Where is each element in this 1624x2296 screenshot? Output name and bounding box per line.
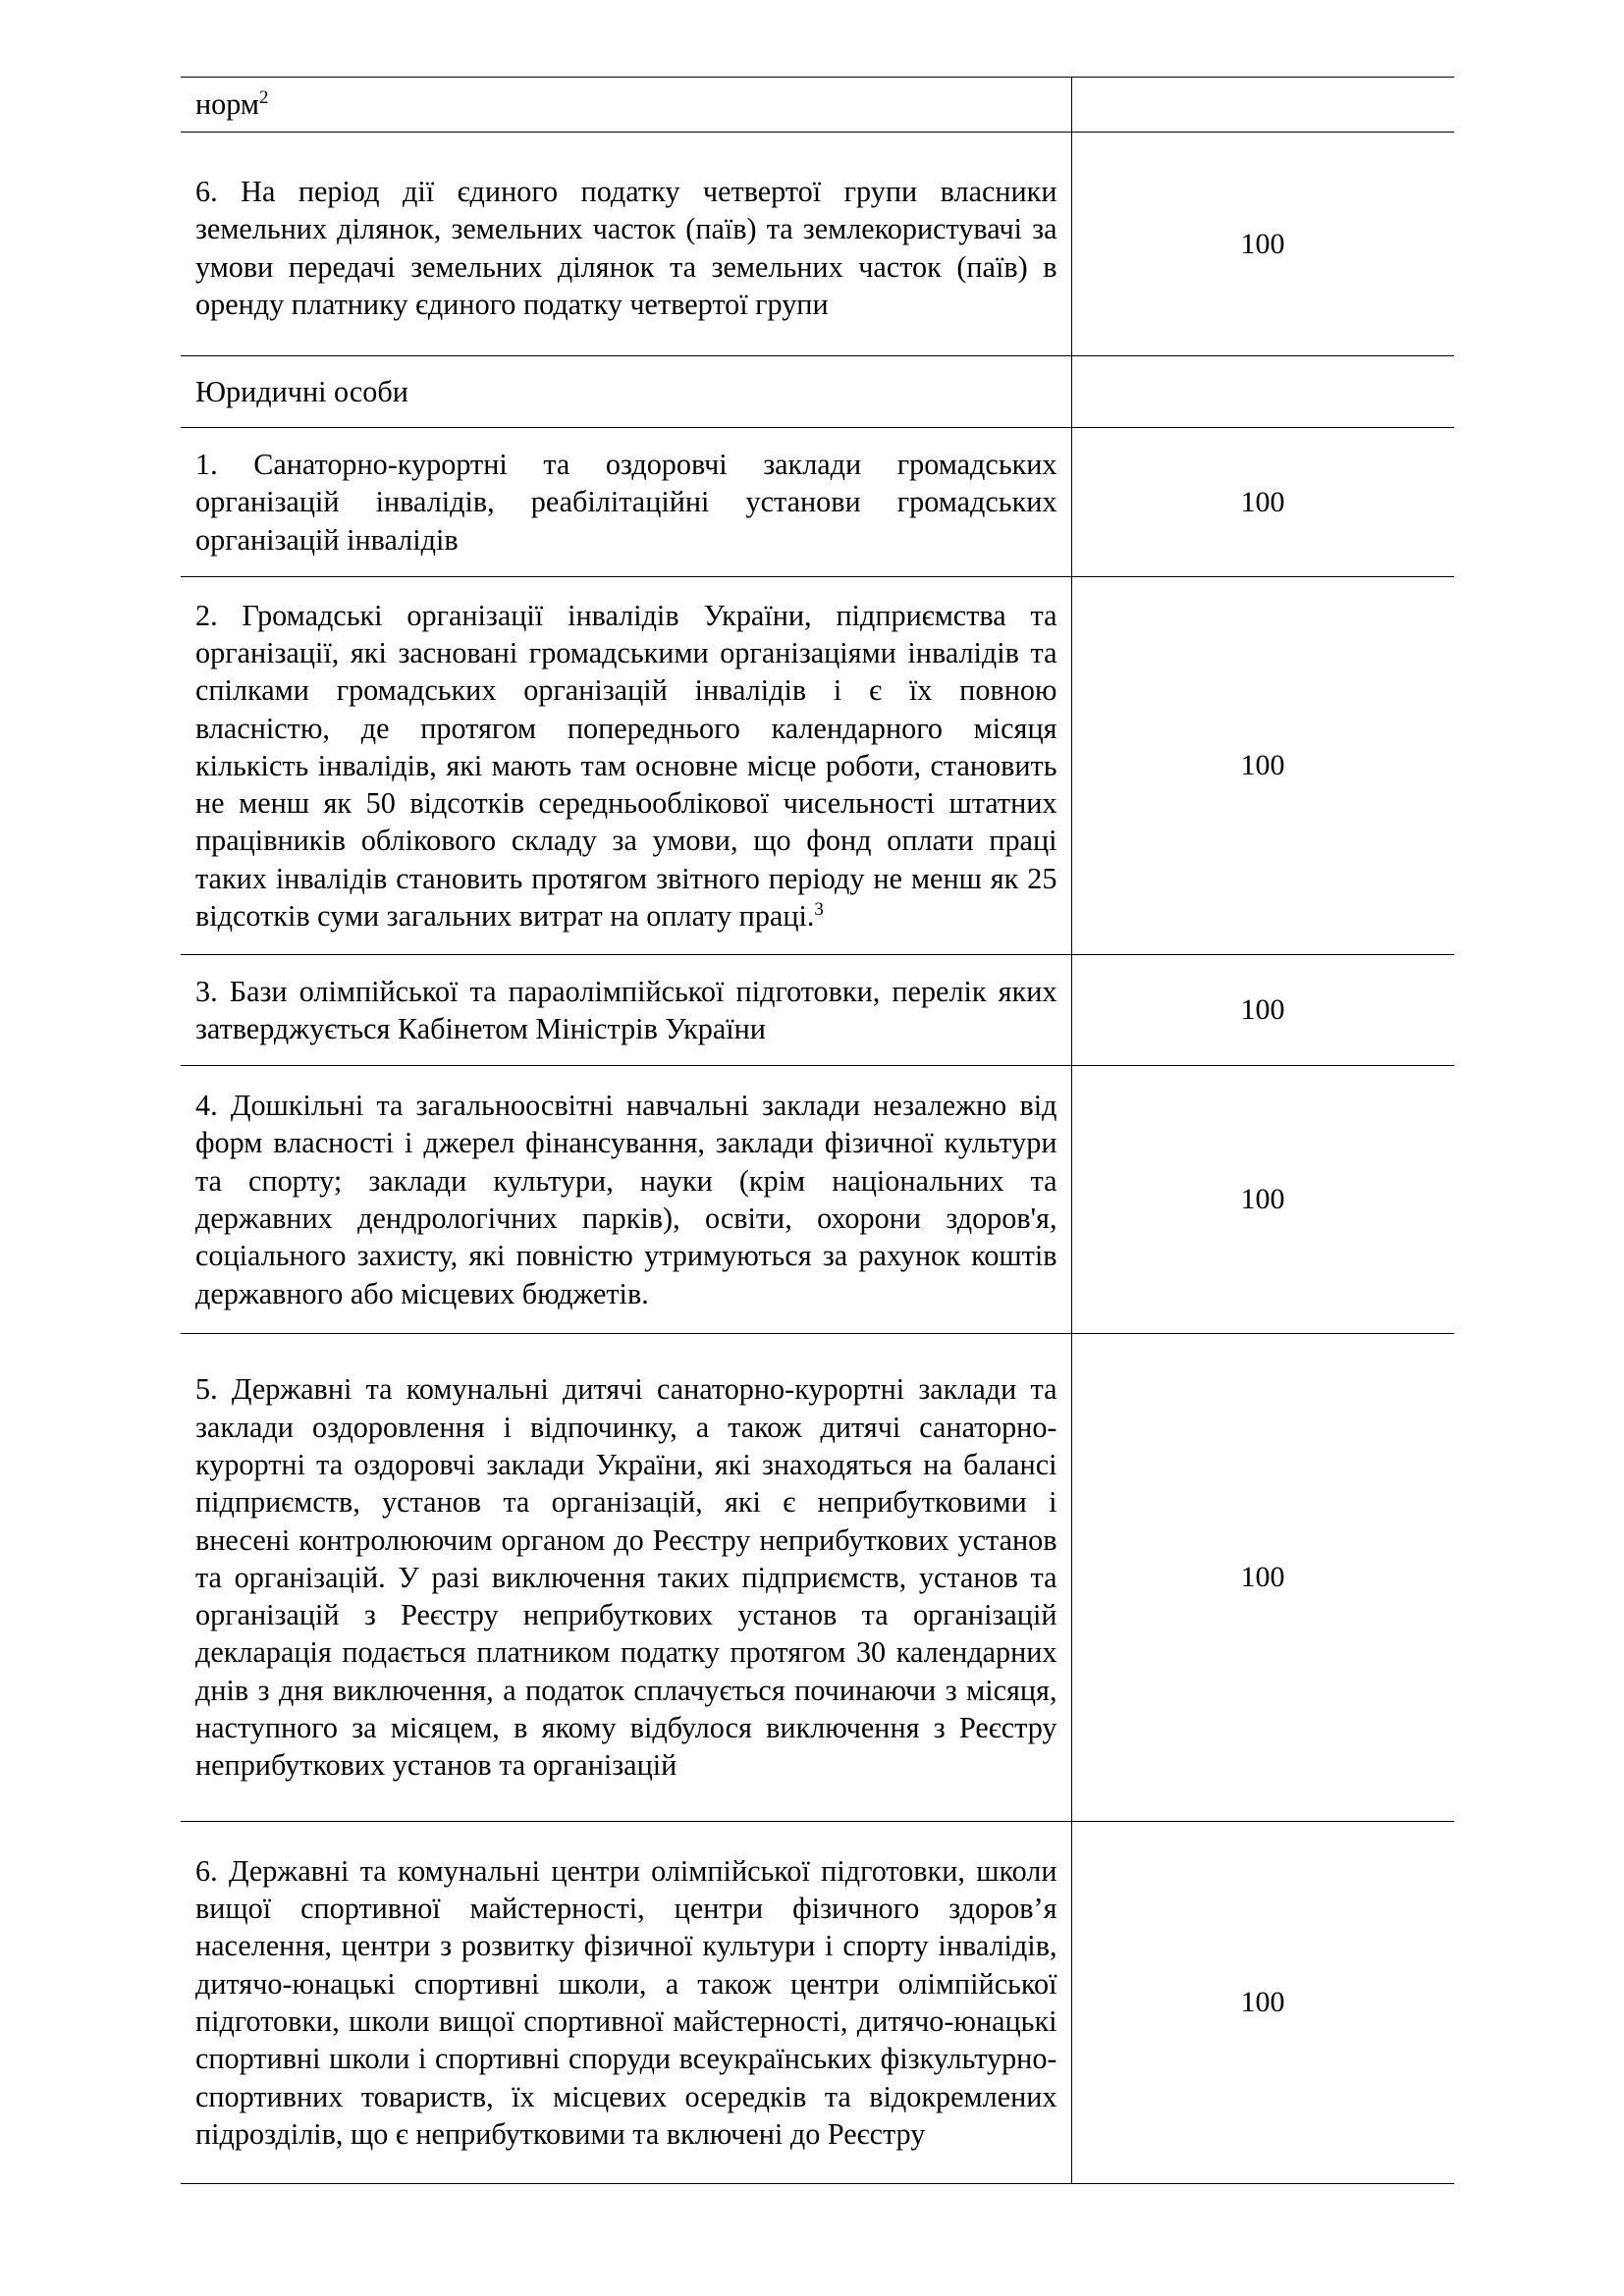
row-description-cell [181,356,1071,428]
row-description-cell [181,133,1071,356]
row-text: норм [195,87,259,122]
row-rate-cell [1071,1334,1454,1822]
row-description-cell [181,1066,1071,1334]
section-heading: Юридичні особи [195,374,408,408]
row-text: 6. Державні та комунальні центри олімпійської підготовки, школи вищої спортивної майстерності, центри фізичного здоров’я населення, центри з розвитку фізичної культури і спорту інвалідів, дитячо-юнацькі спортивні школи, а також центри олімпійської підготовки, школи вищої спортивної майстерності, дитячо-юнацькі спортивні школи і спортивні споруди всеукраїнських фізкультурно-спортивних товариств, їх місцевих осередків та відокремлених підрозділів, що є неприбутковими та включені до Реєстру [195,1853,1057,2151]
row-text: 3. Бази олімпійської та параолімпійської підготовки, перелік яких затверджується Кабінетом Міністрів України [195,974,1057,1045]
table-row [181,356,1454,428]
row-text: 6. На період дії єдиного податку четвертої групи власники земельних ділянок, земельних часток (паїв) та землекористувачі за умови передачі земельних ділянок та земельних часток (паїв) в оренду платнику єдиного податку четвертої групи [195,174,1057,321]
row-text: 2. Громадські організації інвалідів України, підприємства та організації, які засновані громадськими організаціями інвалідів та спілками громадських організацій інвалідів і є їх повною власністю, де протягом попереднього календарного місяця кількість інвалідів, які мають там основне місце роботи, становить не менш як 50 відсотків середньооблікової чисельності штатних працівників облікового складу за умови, що фонд оплати праці таких інвалідів становить протягом звітного періоду не менш як 25 відсотків суми загальних витрат на оплату праці. [195,598,1057,934]
rate-value: 100 [1240,1986,1285,2018]
row-text: 4. Дошкільні та загальноосвітні навчальні заклади незалежно від форм власності і джерел фінансування, заклади фізичної культури та спорту; заклади культури, науки (крім національних та державних дендрологічних парків), освіти, охорони здоров'я, соціального захисту, які повністю утримуються за рахунок коштів державного або місцевих бюджетів. [195,1089,1057,1310]
row-description-cell [181,1334,1071,1822]
footnote-marker: 3 [814,898,824,920]
row-rate-cell [1071,133,1454,356]
rate-value: 100 [1240,749,1285,781]
row-text: 1. Санаторно-курортні та оздоровчі заклади громадських організацій інвалідів, реабілітаційні установи громадських організацій інвалідів [195,448,1057,557]
table-row [181,1822,1454,2184]
table-row [181,78,1454,133]
row-rate-cell [1071,1822,1454,2184]
table-row [181,1334,1454,1822]
row-description-cell [181,577,1071,955]
table-row [181,577,1454,955]
row-rate-cell [1071,1066,1454,1334]
row-rate-cell [1071,577,1454,955]
land-tax-exemptions-table [181,77,1454,2184]
rate-value: 100 [1240,227,1285,260]
rate-value: 100 [1240,1561,1285,1593]
table-row [181,428,1454,577]
row-rate-cell [1071,955,1454,1066]
row-description-cell [181,428,1071,577]
rate-value: 100 [1240,1183,1285,1215]
table-row [181,955,1454,1066]
footnote-marker: 2 [259,87,269,109]
row-text: 5. Державні та комунальні дитячі санаторно-курортні заклади та заклади оздоровлення і відпочинку, а також дитячі санаторно-курортні та оздоровчі заклади України, які знаходяться на балансі підприємств, установ та організацій, які є неприбутковими і внесені контролюючим органом до Реєстру неприбуткових установ та організацій. У разі виключення таких підприємств, установ та організацій з Реєстру неприбуткових установ та організацій декларація подається платником податку протягом 30 календарних днів з дня виключення, а податок сплачується починаючи з місяця, наступного за місяцем, в якому відбулося виключення з Реєстру неприбуткових установ та організацій [195,1372,1057,1783]
row-description-cell [181,955,1071,1066]
table-row [181,1066,1454,1334]
row-rate-cell [1071,78,1454,133]
row-rate-cell [1071,428,1454,577]
row-description-cell [181,1822,1071,2184]
table-row [181,133,1454,356]
rate-value: 100 [1240,993,1285,1026]
row-rate-cell [1071,356,1454,428]
rate-value: 100 [1240,485,1285,518]
row-description-cell [181,78,1071,133]
